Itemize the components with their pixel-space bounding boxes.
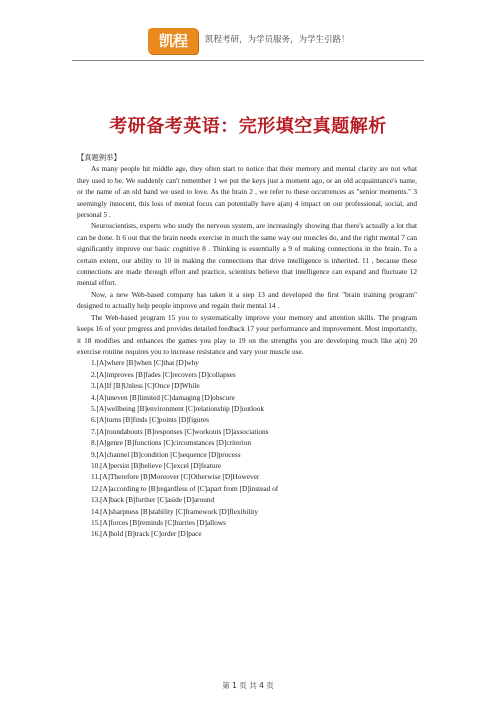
option-item: 5.[A]wellbeing [B]environment [C]relationship [D]outlook	[91, 403, 265, 413]
option-item: 10.[A]persist [B]believe [C]excel [D]feature	[91, 460, 222, 470]
option-item: 3.[A]If [B]Unless [C]Once [D]While	[91, 381, 200, 391]
paragraph-3: Now, a new Web-based company has taken it a step 13 and developed the first "brain training program" designed to actually help people improve and regain their mental 14 .	[77, 289, 417, 311]
page-title: 考研备考英语：完形填空真题解析	[109, 116, 387, 137]
answer-options-list	[77, 357, 417, 540]
paragraph-2: Neuroscientists, experts who study the nervous system, are increasingly showing that there's actually a lot that can be done. It 6 out that the brain needs exercise in much the same way our muscles do, and the right mental 7 can significantly improve our basic cognitive 8 . Thinking is essentially a 9 of making connections in the brain. To a certain extent, our ability to 10 in making the connections that drive intelligence is inherited. 11 , because these connections are made through effort and practice, scientists believe that intelligence can expand and fluctuate 12 mental effort.	[77, 221, 417, 288]
option-item: 12.[A]according to [B]regardless of [C]apart from [D]instead of	[91, 483, 279, 493]
paragraph-1: As many people hit middle age, they often start to notice that their memory and mental clarity are not what they used to be. We suddenly can't remember 1 we put the keys just a moment ago, or an old acquaintance's name, or the name of an old band we used to love. As the brain 2 , we refer to these occurrences as "senior moments." 3 seemingly innocent, this loss of mental focus can potentially have a(an) 4 impact on our professional, social, and personal 5 .	[77, 164, 417, 220]
option-item: 9.[A]channel [B]condition [C]sequence [D]process	[91, 449, 241, 459]
option-item: 16.[A]hold [B]track [C]order [D]pace	[91, 529, 202, 539]
option-item: 4.[A]uneven [B]limited [C]damaging [D]obscure	[91, 392, 235, 402]
option-item: 7.[A]roundabouts [B]responses [C]workouts [D]associations	[91, 426, 269, 436]
option-item: 8.[A]genre [B]functions [C]circumstances [D]criterion	[91, 438, 252, 448]
kaicheng-logo: 凯程	[148, 28, 198, 54]
option-item: 15.[A]forces [B]reminds [C]hurries [D]allows	[91, 518, 226, 527]
option-item: 2.[A]improves [B]fades [C]recovers [D]collapses	[91, 369, 236, 379]
section-label: 【真题例举】	[77, 153, 121, 162]
header-slogan: 凯程考研，为学员服务，为学生引路！	[205, 35, 350, 45]
header-divider	[72, 60, 424, 61]
page-number: 第 1 页 共 4 页	[222, 681, 274, 690]
document-body	[77, 152, 417, 540]
option-item: 1.[A]where [B]when [C]that [D]why	[91, 358, 199, 368]
option-item: 6.[A]turns [B]finds [C]points [D]figures	[91, 415, 209, 425]
option-item: 13.[A]back [B]further [C]aside [D]around	[91, 495, 215, 505]
page-header	[0, 0, 496, 66]
option-item: 11.[A]Therefore [B]Moreover [C]Otherwise [D]However	[91, 472, 260, 482]
option-item: 14.[A]sharpness [B]stability [C]framework [D]flexibility	[91, 506, 258, 516]
paragraph-4: The Web-based program 15 you to systematically improve your memory and attention skills. The program keeps 16 of your progress and provides detailed feedback 17 your performance and improvement. Most importantly, it 18 modifies and enhances the games you play to 19 on the strengths you are developing much like a(n) 20 exercise routine requires you to increase resistance and vary your muscle use.	[77, 312, 417, 356]
